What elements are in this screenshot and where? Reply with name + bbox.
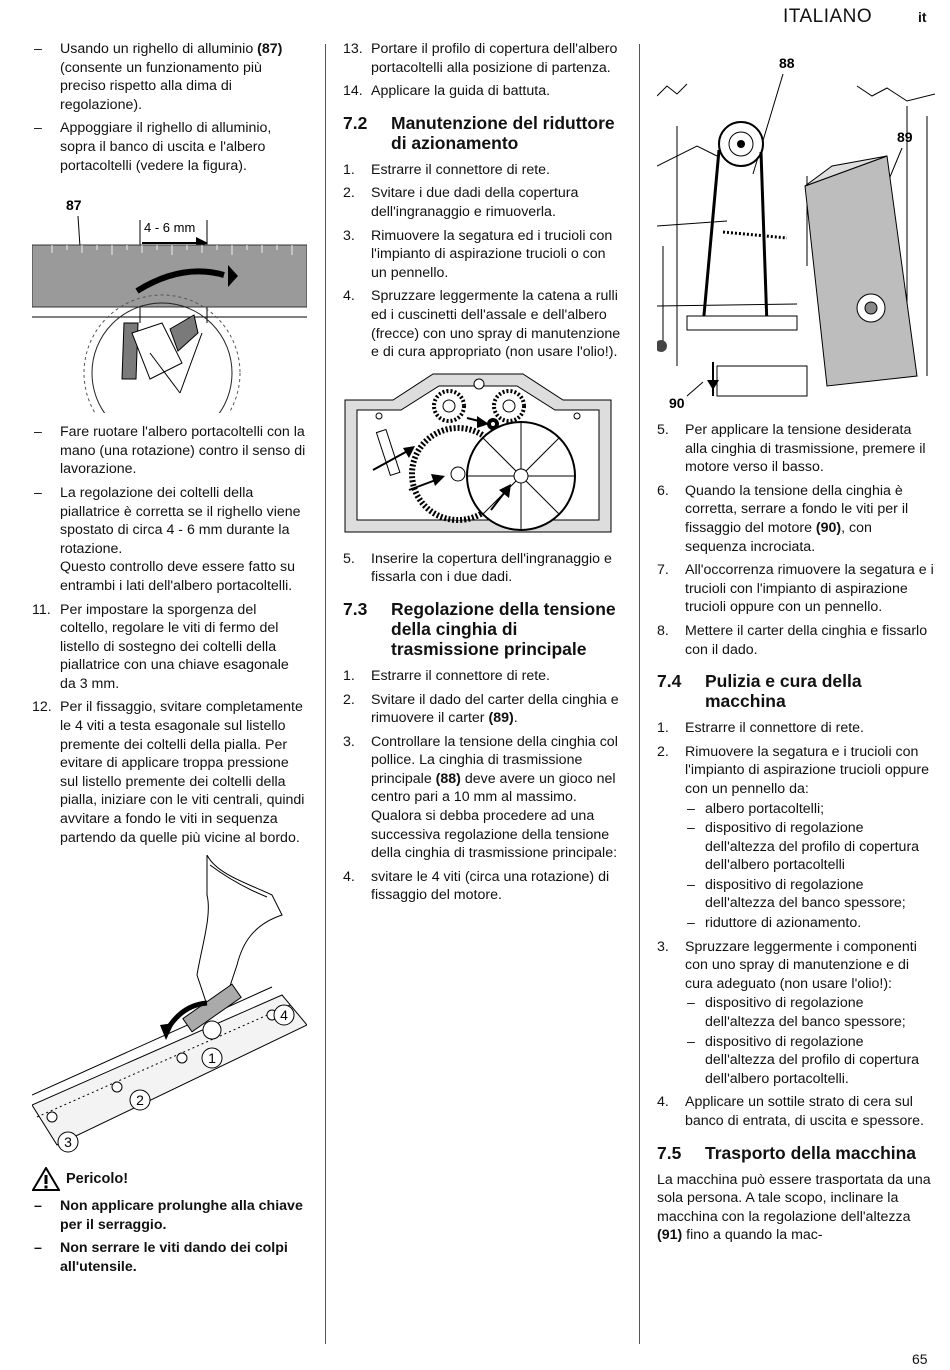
list-item: – Appoggiare il righello di alluminio, sopra il banco di uscita e l'albero portacoltelli (vedere la figura). [34, 120, 272, 174]
list-item: 5. Per applicare la tensione desiderata alla cinghia di trasmissione, premere il motore verso il basso. [657, 422, 926, 476]
warning-triangle-icon [32, 1167, 60, 1191]
paragraph: La macchina può essere trasportata da una sola persona. A tale scopo, inclinare la macchina con la regolazione dell'altezza (91) fino a quando la mac- [657, 1171, 931, 1244]
list-item: – Non applicare prolunghe alla chiave per il serraggio. [34, 1198, 303, 1233]
list-item: 8. Mettere il carter della cinghia e fissarlo con il dado. [657, 622, 928, 658]
section-heading: 7.2 Manutenzione del riduttore di azionamento [343, 112, 615, 153]
list-item: – riduttore di azionamento. [687, 915, 862, 932]
list-item: 1. Estrarre il connettore di rete. [343, 161, 550, 178]
list-item: – dispositivo di regolazione dell'altezza del profilo di copertura dell'albero portacoltelli [687, 820, 920, 874]
list-item: 6. Quando la tensione della cinghia è corretta, serrare a fondo le viti per il fissaggio del motore (90), con sequenza incrociata. [657, 482, 909, 555]
list-item: – albero portacoltelli; [687, 800, 825, 817]
list-item: 4. Applicare un sottile strato di cera sul banco di entrata, di uscita e spessore. [657, 1094, 924, 1129]
list-item: 14. Applicare la guida di battuta. [343, 83, 551, 100]
section-heading: 7.3 Regolazione della tensione della cinghia di trasmissione principale [343, 598, 616, 659]
list-item: 2. Svitare il dado del carter della cinghia e rimuovere il carter (89). [343, 691, 619, 727]
list-item: – Usando un righello di alluminio (87) (consente un funzionamento più preciso rispetto alla dima di regolazione). [34, 41, 283, 113]
figure-callout: 89 [897, 129, 913, 145]
list-item: – dispositivo di regolazione dell'altezza del banco spessore; [687, 876, 906, 912]
figure-callout: 3 [64, 1134, 72, 1151]
list-item: – dispositivo di regolazione dell'altezza del banco spessore; [687, 995, 906, 1031]
list-item: 2. Rimuovere la segatura e i trucioli con l'impianto di aspirazione trucioli oppure con un pennello da: [657, 743, 930, 797]
ruler-adjustment-figure [32, 183, 307, 413]
figure-callout: 90 [669, 395, 685, 411]
header-language: ITALIANO [783, 6, 873, 27]
list-item: 12. Per il fissaggio, svitare completamente le 4 viti a testa esagonale sul listello premente dei coltelli della pialla. Per evitare di applicare troppa pressione sul listello premente dei coltelli della pialla, iniziare con le viti centrali, quindi avvitare a fondo le viti in sequenza partendo da quelle più vicine al bordo. [32, 699, 305, 846]
list-item: 1. Estrarre il connettore di rete. [657, 720, 864, 737]
figure-callout: 4 [280, 1007, 288, 1024]
column-divider [325, 44, 326, 1344]
list-item: 4. svitare le 4 viti (circa una rotazione) di fissaggio del motore. [343, 868, 610, 904]
section-heading: 7.4 Pulizia e cura della macchina [657, 671, 862, 712]
list-item: 1. Estrarre il connettore di rete. [343, 667, 550, 684]
column-1 [32, 40, 307, 1282]
list-item: – La regolazione dei coltelli della piallatrice è corretta se il righello viene spostato di circa 4 - 6 mm durante la rotazione. Questo controllo deve essere fatto su entrambi i lati dell'albero portacoltelli. [34, 484, 301, 594]
figure-callout: 2 [136, 1092, 144, 1109]
list-item: 5. Inserire la copertura dell'ingranaggio e fissarla con i due dadi. [343, 550, 612, 586]
list-item: 11. Per impostare la sporgenza del coltello, regolare le viti di fermo del listello di sostegno dei coltelli della piallatrice con una chiave esagonale da 3 mm. [32, 601, 289, 692]
list-item: 4. Spruzzare leggermente la catena a rulli ed i cuscinetti dell'assale e dell'albero (frecce) con uno spray di manutenzione e di cura appropriato (non usare l'olio!). [343, 288, 621, 361]
column-2 [343, 40, 621, 910]
figure-callout: 1 [208, 1050, 216, 1067]
gearbox-figure [343, 370, 613, 540]
belt-drive-figure [657, 46, 935, 411]
header-language-code: it [918, 9, 927, 25]
list-item: 3. Controllare la tensione della cinghia col pollice. La cinghia di trasmissione principale (88) deve avere un gioco nel centro pari a 10 mm al massimo. Qualora si debba procedere ad una successiva regolazione della tensione della cinghia di trasmissione principale: [343, 733, 618, 862]
list-item: 3. Spruzzare leggermente i componenti con uno spray di manutenzione e di cura adeguato (non usare l'olio!): [657, 938, 917, 992]
wrench-tightening-figure [32, 855, 307, 1155]
list-item: – Non serrare le viti dando dei colpi all'utensile. [34, 1240, 288, 1275]
warning-title: Pericolo! [66, 1170, 129, 1187]
figure-callout: 87 [66, 197, 82, 214]
list-item: 13. Portare il profilo di copertura dell'albero portacoltelli alla posizione di partenza. [343, 41, 618, 76]
list-item: 7. All'occorrenza rimuovere la segatura e i trucioli con l'impianto di aspirazione trucioli oppure con un pennello. [657, 562, 934, 616]
figure-callout: 88 [779, 55, 795, 71]
page-number: 65 [912, 1351, 928, 1367]
section-heading: 7.5 Trasporto della macchina [657, 1142, 917, 1163]
list-item: 2. Svitare i due dadi della copertura dell'ingranaggio e rimuoverla. [343, 185, 579, 220]
column-3 [657, 40, 935, 1249]
list-item: – Fare ruotare l'albero portacoltelli con la mano (una rotazione) contro il senso di lavorazione. [34, 424, 306, 478]
dimension-label: 4 - 6 mm [144, 220, 196, 236]
list-item: 3. Rimuovere la segatura ed i trucioli con l'impianto di aspirazione trucioli o con un pennello. [343, 227, 613, 281]
warning-heading [32, 1167, 307, 1191]
list-item: – dispositivo di regolazione dell'altezza del profilo di copertura dell'albero portacoltelli. [687, 1033, 920, 1087]
column-divider [639, 44, 640, 1344]
